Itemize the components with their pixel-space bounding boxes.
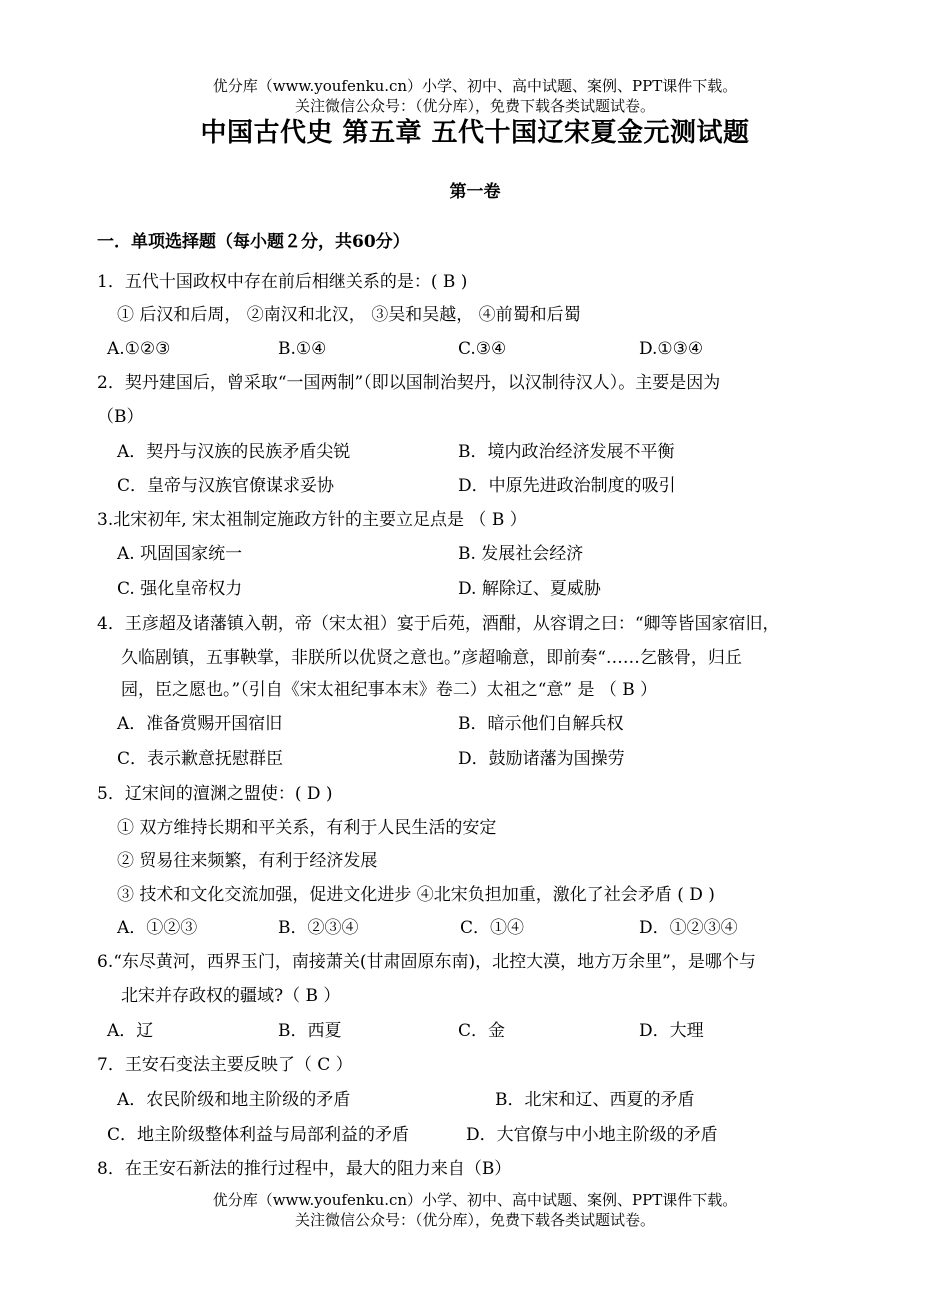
q1-items: ① 后汉和后周， ②南汉和北汉， ③吴和吴越， ④前蜀和后蜀 (117, 305, 581, 325)
q7-option-a: A．农民阶级和地主阶级的矛盾 (117, 1090, 351, 1110)
q3-option-b: B. 发展社会经济 (458, 544, 584, 564)
q5-item-2: ② 贸易往来频繁，有利于经济发展 (117, 851, 378, 871)
q4-stem-line-3: 园，臣之愿也。”（引自《宋太祖纪事本末》卷二）太祖之“意” 是 （ B ） (121, 680, 658, 700)
q2-option-b: B．境内政治经济发展不平衡 (458, 442, 675, 462)
q2-option-c: C．皇帝与汉族官僚谋求妥协 (117, 476, 335, 496)
q5-option-b: B．②③④ (278, 918, 359, 938)
q2-option-d: D．中原先进政治制度的吸引 (458, 476, 676, 496)
q4-stem-line-1: 4．王彦超及诸藩镇入朝，帝（宋太祖）宴于后苑，酒酣，从容谓之曰：“卿等皆国家宿旧， (97, 614, 780, 634)
q5-option-c: C．①④ (460, 918, 525, 938)
q5-item-3: ③ 技术和文化交流加强，促进文化进步 ④北宋负担加重，激化了社会矛盾 ( D ) (117, 885, 715, 905)
footer-line-2: 关注微信公众号：（优分库），免费下载各类试题试卷。 (294, 1211, 655, 1229)
q6-stem-line-1: 6.“东尽黄河，西界玉门，南接萧关(甘肃固原东南)，北控大漠，地方万余里”，是哪个与 (97, 952, 756, 972)
q4-stem-line-2: 久临剧镇，五事鞅掌，非朕所以优贤之意也。”彦超喻意，即前奏“……乞骸骨，归丘 (121, 648, 742, 668)
q2-stem-line-1: 2．契丹建国后，曾采取“一国两制”（即以国制治契丹，以汉制待汉人）。主要是因为 (97, 373, 721, 393)
q3-option-c: C. 强化皇帝权力 (117, 579, 243, 599)
q4-option-d: D．鼓励诸藩为国操劳 (458, 749, 625, 769)
q4-option-a: A．准备赏赐开国宿旧 (117, 714, 283, 734)
q1-option-b: B.①④ (278, 339, 327, 359)
q6-option-b: B．西夏 (278, 1021, 342, 1041)
q8-stem: 8．在王安石新法的推行过程中，最大的阻力来自（B） (97, 1159, 512, 1179)
q4-option-b: B．暗示他们自解兵权 (458, 714, 624, 734)
q3-stem: 3.北宋初年, 宋太祖制定施政方针的主要立足点是 （ B ） (97, 510, 527, 530)
header-line-1: 优分库（www.youfenku.cn）小学、初中、高中试题、案例、PPT课件下载。 (212, 77, 738, 95)
q1-stem: 1．五代十国政权中存在前后相继关系的是：( B ) (97, 272, 468, 292)
q5-option-a: A．①②③ (117, 918, 198, 938)
q1-option-d: D.①③④ (639, 339, 704, 359)
footer-line-1: 优分库（www.youfenku.cn）小学、初中、高中试题、案例、PPT课件下载。 (212, 1191, 738, 1209)
q5-stem: 5．辽宋间的澶渊之盟使：( D ) (97, 784, 333, 804)
q2-option-a: A．契丹与汉族的民族矛盾尖锐 (117, 442, 351, 462)
q3-option-d: D. 解除辽、夏威胁 (458, 579, 601, 599)
q7-stem: 7．王安石变法主要反映了（ C ） (97, 1055, 353, 1075)
q6-option-d: D．大理 (639, 1021, 704, 1041)
q5-option-d: D．①②③④ (639, 918, 738, 938)
volume-subtitle: 第一卷 (449, 182, 501, 202)
q7-option-d: D．大官僚与中小地主阶级的矛盾 (466, 1125, 718, 1145)
q7-option-c: C．地主阶级整体利益与局部利益的矛盾 (107, 1125, 410, 1145)
page-title: 中国古代史 第五章 五代十国辽宋夏金元测试题 (200, 118, 750, 148)
q3-option-a: A. 巩固国家统一 (117, 544, 243, 564)
header-line-2: 关注微信公众号：（优分库），免费下载各类试题试卷。 (294, 97, 655, 115)
q6-option-c: C．金 (458, 1021, 506, 1041)
q7-option-b: B．北宋和辽、西夏的矛盾 (495, 1090, 695, 1110)
q6-stem-line-2: 北宋并存政权的疆域?（ B ） (121, 986, 341, 1006)
q5-item-1: ① 双方维持长期和平关系，有利于人民生活的安定 (117, 818, 497, 838)
q1-option-a: A.①②③ (107, 339, 171, 359)
section-heading: 一．单项选择题（每小题２分，共60分） (97, 232, 410, 252)
q1-option-c: C.③④ (458, 339, 507, 359)
q4-option-c: C．表示歉意抚慰群臣 (117, 749, 284, 769)
q6-option-a: A．辽 (107, 1021, 154, 1041)
q2-stem-line-2: （B） (97, 407, 144, 427)
